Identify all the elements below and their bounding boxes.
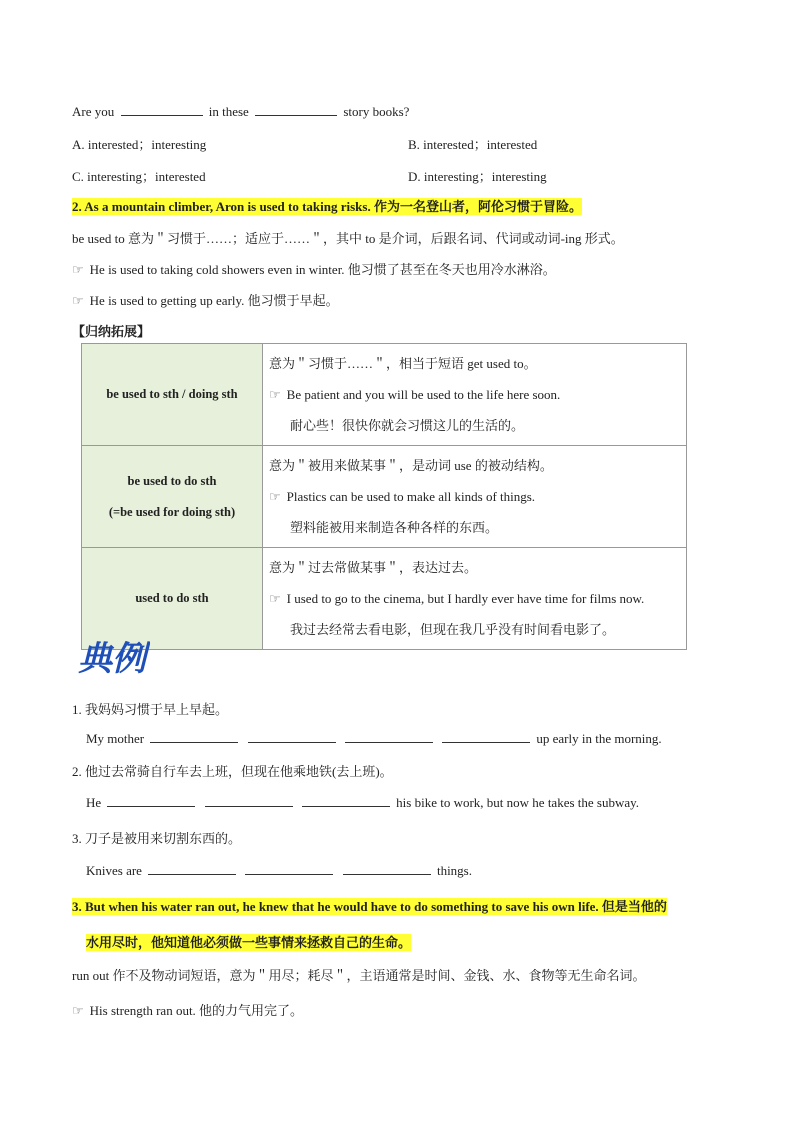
option-a[interactable]: A. interested；interesting [72, 137, 207, 152]
logo-text: 典例 [78, 639, 146, 678]
key-text: be used to do sth [127, 473, 217, 488]
pointing-hand-icon: ☞ [269, 591, 281, 606]
answer-blank[interactable] [121, 103, 203, 116]
exercise-line [86, 794, 639, 811]
expand-title: 【归纳拓展】 [72, 324, 151, 339]
table-key-cell [82, 548, 263, 650]
explanation-text: be used to 意为＂习惯于……；适应于……＂，其中 to 是介词，后跟名词、代词或动词-ing 形式。 [72, 231, 624, 246]
table-value-cell [263, 344, 687, 446]
explanation-text: run out 作不及物动词短语，意为＂用尽；耗尽＂，主语通常是时间、金钱、水、食物等无生命名词。 [72, 968, 646, 983]
table-key-cell [82, 344, 263, 446]
example-sentence [72, 259, 556, 278]
exercise-text: things. [436, 863, 472, 878]
key-text: (=be used for doing sth) [108, 504, 236, 519]
example-line [269, 583, 680, 614]
option-b[interactable]: B. interested；interested [408, 137, 538, 152]
example-line [269, 379, 680, 410]
answer-blank[interactable] [150, 730, 238, 743]
answer-blank[interactable] [255, 103, 337, 116]
sentence-part: in these [208, 104, 249, 119]
example-text: Plastics can be used to make all kinds of things. [286, 489, 536, 504]
exercise-text: up early in the morning. [536, 731, 662, 746]
table-row [82, 548, 687, 650]
summary-table [81, 343, 687, 650]
answer-blank[interactable] [302, 794, 390, 807]
heading-text: 3. But when his water ran out, he knew that he would have to do something to save his own life. 但是当他的 [72, 899, 667, 914]
key-text: used to do sth [135, 591, 209, 605]
example-text: Be patient and you will be used to the life here soon. [286, 387, 561, 402]
example-sentence [72, 290, 339, 309]
translation-line: 耐心些！很快你就会习惯这儿的生活的。 [290, 418, 525, 433]
section-heading [72, 896, 667, 915]
example-text: He is used to getting up early. 他习惯于早起。 [89, 293, 339, 308]
pointing-hand-icon: ☞ [72, 293, 84, 308]
sentence-part: story books? [343, 104, 410, 119]
exercise-text: his bike to work, but now he takes the subway. [396, 795, 640, 810]
pointing-hand-icon: ☞ [269, 387, 281, 402]
example-text: He is used to taking cold showers even in winter. 他习惯了甚至在冬天也用冷水淋浴。 [89, 262, 556, 277]
section-heading-continued [86, 932, 411, 951]
meaning-line: 意为＂被用来做某事＂，是动词 use 的被动结构。 [269, 458, 553, 473]
question-sentence [72, 103, 409, 120]
example-text: I used to go to the cinema, but I hardly ever have time for films now. [286, 591, 645, 606]
key-text: be used to sth / doing sth [106, 387, 238, 401]
sentence-part: Are you [72, 104, 115, 119]
answer-blank[interactable] [248, 730, 336, 743]
exercise-line [86, 730, 662, 747]
exercise-prompt: 2. 他过去常骑自行车去上班，但现在他乘地铁(去上班)。 [72, 764, 393, 779]
exercise-text: My mother [86, 731, 145, 746]
answer-blank[interactable] [343, 862, 431, 875]
exercise-prompt: 3. 刀子是被用来切割东西的。 [72, 831, 242, 846]
exercise-prompt: 1. 我妈妈习惯于早上早起。 [72, 702, 229, 717]
exercise-text: Knives are [86, 863, 142, 878]
table-value-cell [263, 548, 687, 650]
pointing-hand-icon: ☞ [72, 262, 84, 277]
translation-line: 我过去经常去看电影，但现在我几乎没有时间看电影了。 [290, 622, 616, 637]
answer-blank[interactable] [205, 794, 293, 807]
example-line [269, 481, 680, 512]
answer-blank[interactable] [148, 862, 236, 875]
example-text: His strength ran out. 他的力气用完了。 [89, 1003, 304, 1018]
heading-text: 水用尽时，他知道他必须做一些事情来拯救自己的生命。 [86, 935, 412, 950]
option-c[interactable]: C. interesting；interested [72, 169, 206, 184]
section-heading [72, 196, 582, 215]
answer-blank[interactable] [345, 730, 433, 743]
answer-blank[interactable] [442, 730, 530, 743]
table-row [82, 344, 687, 446]
answer-blank[interactable] [107, 794, 195, 807]
translation-line: 塑料能被用来制造各种各样的东西。 [290, 520, 499, 535]
table-value-cell [263, 446, 687, 548]
table-row [82, 446, 687, 548]
answer-blank[interactable] [245, 862, 333, 875]
table-key-cell [82, 446, 263, 548]
example-logo-icon [76, 636, 150, 678]
option-d[interactable]: D. interesting；interesting [408, 169, 547, 184]
exercise-text: He [86, 795, 102, 810]
meaning-line: 意为＂过去常做某事＂，表达过去。 [269, 560, 478, 575]
meaning-line: 意为＂习惯于……＂，相当于短语 get used to。 [269, 356, 537, 371]
heading-text: 2. As a mountain climber, Aron is used to taking risks. 作为一名登山者，阿伦习惯于冒险。 [72, 199, 582, 214]
exercise-line [86, 862, 472, 879]
pointing-hand-icon: ☞ [269, 489, 281, 504]
pointing-hand-icon: ☞ [72, 1003, 84, 1018]
example-sentence [72, 1000, 303, 1019]
